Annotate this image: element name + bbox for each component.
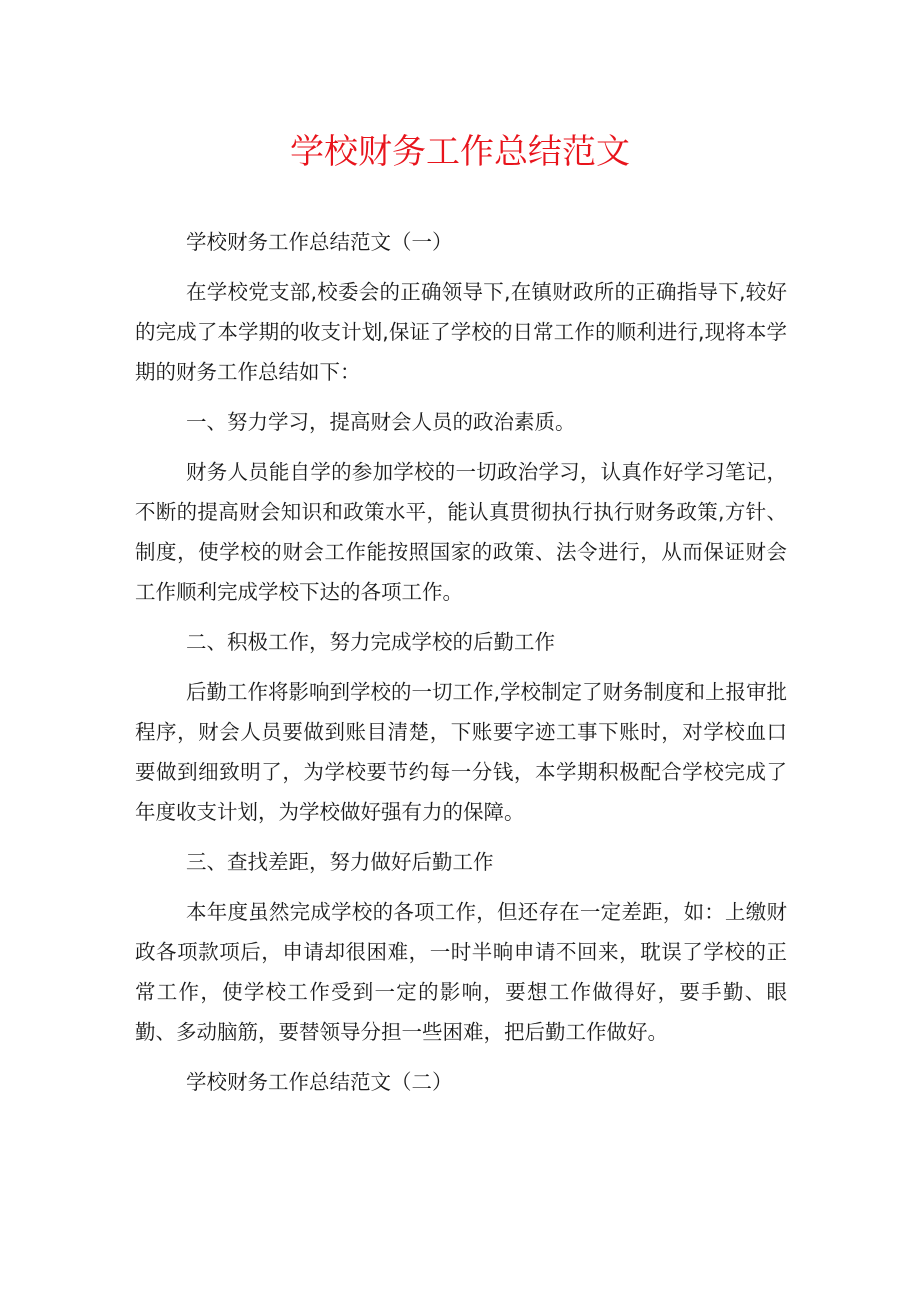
point-heading-2: 二、积极工作，努力完成学校的后勤工作 [186, 630, 555, 654]
section-heading-2: 学校财务工作总结范文（二） [186, 1070, 453, 1094]
paragraph-point-2: 后勤工作将影响到学校的一切工作,学校制定了财务制度和上报审批程序，财会人员要做到账目清楚，下账要字迹工事下账时，对学校血口要做到细致明了，为学校要节约每一分钱，本学期积极配合学校完成了年度收支计划，为学校做好强有力的保障。 [135, 680, 788, 824]
paragraph-intro: 在学校党支部,校委会的正确领导下,在镇财政所的正确指导下,较好的完成了本学期的收支计划,保证了学校的日常工作的顺利进行,现将本学期的财务工作总结如下： [135, 280, 787, 384]
document-title: 学校财务工作总结范文 [290, 132, 630, 172]
point-heading-1: 一、努力学习，提高财会人员的政治素质。 [186, 410, 576, 434]
document-body [135, 222, 787, 1112]
paragraph-point-3: 本年度虽然完成学校的各项工作，但还存在一定差距，如：上缴财政各项款项后，申请却很困难，一时半晌申请不回来，耽误了学校的正常工作，使学校工作受到一定的影响，要想工作做得好，要手勤、眼勤、多动脑筋，要替领导分担一些困难，把后勤工作做好。 [135, 900, 787, 1044]
paragraph-point-1: 财务人员能自学的参加学校的一切政治学习，认真作好学习笔记，不断的提高财会知识和政策水平，能认真贯彻执行执行财务政策,方针、制度，使学校的财会工作能按照国家的政策、法令进行，从而保证财会工作顺利完成学校下达的各项工作。 [135, 460, 787, 604]
section-heading-1: 学校财务工作总结范文（一） [186, 230, 453, 254]
point-heading-3: 三、查找差距，努力做好后勤工作 [186, 850, 494, 874]
